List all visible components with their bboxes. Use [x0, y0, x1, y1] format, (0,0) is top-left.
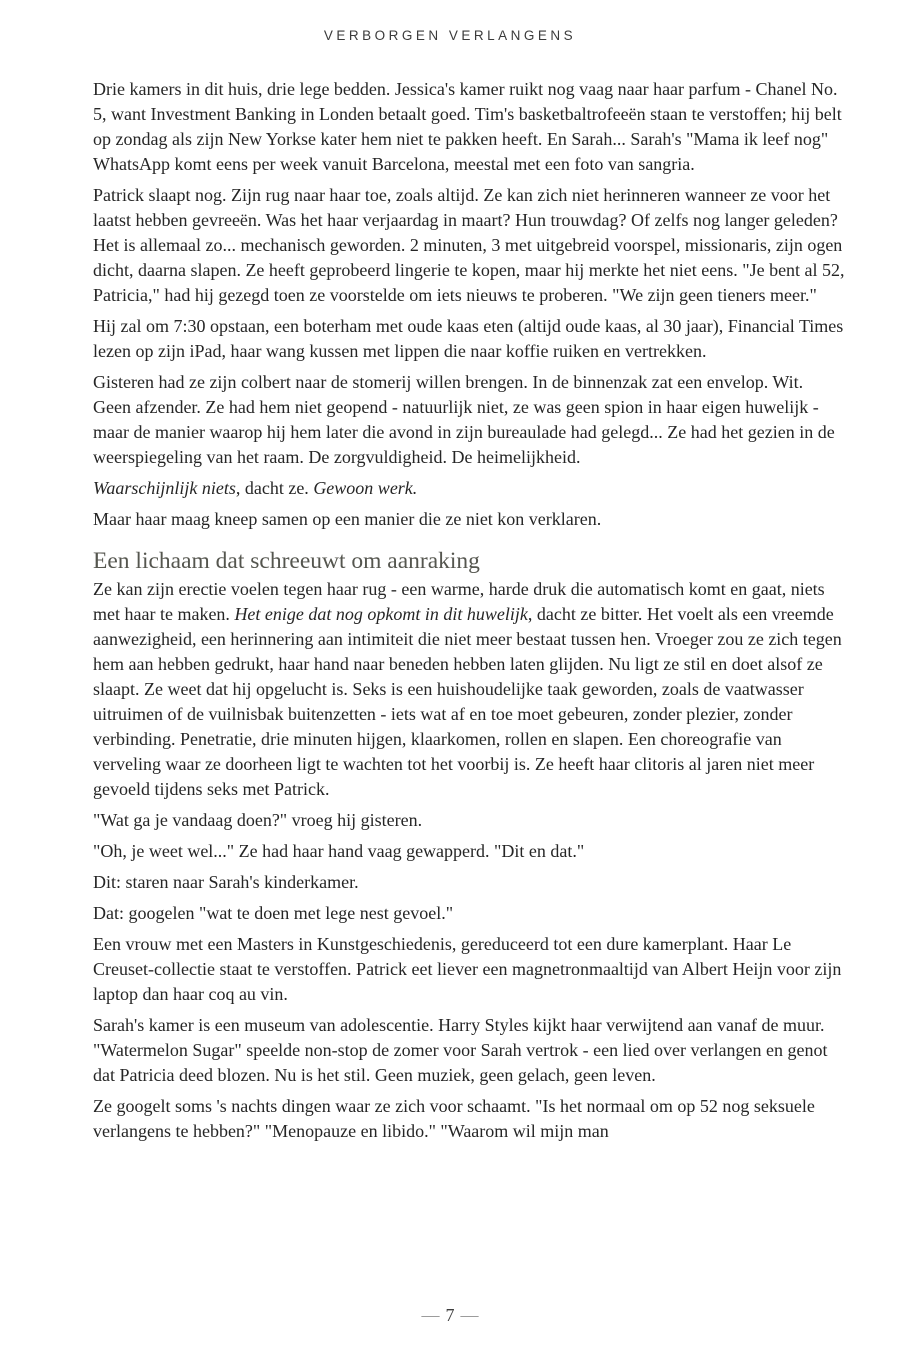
text-segment: Drie kamers in dit huis, drie lege bedden. Jessica's kamer ruikt nog vaag naar haar parfum - Chanel No. 5, want Investment Banking in Londen betaalt goed. Tim's basketbaltrofeeën staan te verstoffen; hij belt op zondag als zijn New Yorkse kater hem niet te pakken heeft. En Sarah... Sarah's "Mama ik leef nog" WhatsApp komt eens per week vanuit Barcelona, meestal met een foto van sangria.: [93, 79, 842, 174]
text-segment: Sarah's kamer is een museum van adolescentie. Harry Styles kijkt haar verwijtend aan vanaf de muur. "Watermelon Sugar" speelde non-stop de zomer voor Sarah vertrok - een lied over verlangen en genot dat Patricia deed blozen. Nu is het stil. Geen muziek, geen gelach, geen leven.: [93, 1015, 828, 1085]
paragraph: [93, 1094, 845, 1144]
paragraph: [93, 901, 845, 926]
chapter-title: VERBORGEN VERLANGENS: [323, 28, 577, 43]
paragraph: [93, 808, 845, 833]
paragraph: [93, 577, 845, 802]
paragraph: [93, 183, 845, 308]
italic-text: Gewoon werk.: [313, 478, 418, 498]
text-segment: Ze googelt soms 's nachts dingen waar ze zich voor schaamt. "Is het normaal om op 52 nog seksuele verlangens te hebben?" "Menopauze en libido." "Waarom wil mijn man: [93, 1096, 815, 1141]
page-number: 7: [445, 1305, 455, 1325]
text-segment: , dacht ze.: [235, 478, 314, 498]
paragraph: [93, 476, 845, 501]
text-segment: Patrick slaapt nog. Zijn rug naar haar toe, zoals altijd. Ze kan zich niet herinneren wanneer ze voor het laatst hebben gevreeën. Was het haar verjaardag in maart? Hun trouwdag? Of zelfs nog langer geleden? Het is allemaal zo... mechanisch geworden. 2 minuten, 3 met uitgebreid voorspel, missionaris, zijn ogen dicht, daarna slapen. Ze heeft geprobeerd lingerie te kopen, maar hij merkte het niet eens. "Je bent al 52, Patricia," had hij gezegd toen ze voorstelde om iets nieuws te proberen. "We zijn geen tieners meer.": [93, 185, 845, 305]
text-segment: Ze kan zijn erectie voelen tegen haar rug - een warme, harde druk die automatisch komt en gaat, niets met haar te maken.: [93, 579, 825, 624]
paragraph: [93, 77, 845, 177]
paragraph: [93, 507, 845, 532]
text-segment: "Wat ga je vandaag doen?" vroeg hij gisteren.: [93, 810, 423, 830]
paragraph: [93, 370, 845, 470]
footer-dash-left: —: [421, 1305, 440, 1325]
text-segment: Maar haar maag kneep samen op een manier die ze niet kon verklaren.: [93, 509, 602, 529]
paragraph: [93, 870, 845, 895]
paragraph: [93, 839, 845, 864]
paragraph: [93, 932, 845, 1007]
page-body: [93, 77, 845, 1144]
text-segment: Dat: googelen "wat te doen met lege nest gevoel.": [93, 903, 454, 923]
text-segment: "Oh, je weet wel..." Ze had haar hand vaag gewapperd. "Dit en dat.": [93, 841, 585, 861]
footer-dash-right: —: [460, 1305, 479, 1325]
page-footer: [0, 1305, 900, 1326]
text-segment: , dacht ze bitter. Het voelt als een vreemde aanwezigheid, een herinnering aan intimiteit die niet meer bestaat tussen hen. Vroeger zou ze zich tegen hem aan hebben gedrukt, haar hand naar beneden hebben laten glijden. Nu ligt ze stil en doet alsof ze slaapt. Ze weet dat hij opgelucht is. Seks is een huishoudelijke taak geworden, zoals de vaatwasser uitruimen of de vuilnisbak buitenzetten - iets wat af en toe moet gebeuren, zonder plezier, zonder verbinding. Penetratie, drie minuten hijgen, klaarkomen, rollen en slapen. Een choreografie van verveling waar ze doorheen ligt te wachten tot het voorbij is. Ze heeft haar clitoris al jaren niet meer gevoeld tijdens seks met Patrick.: [93, 604, 842, 799]
section-heading: [93, 546, 845, 576]
text-segment: Hij zal om 7:30 opstaan, een boterham met oude kaas eten (altijd oude kaas, al 30 jaar), Financial Times lezen op zijn iPad, haar wang kussen met lippen die naar koffie ruiken en vertrekken.: [93, 316, 844, 361]
paragraph: [93, 1013, 845, 1088]
text-segment: Een vrouw met een Masters in Kunstgeschiedenis, gereduceerd tot een dure kamerplant. Haar Le Creuset-collectie staat te verstoffen. Patrick eet liever een magnetronmaaltijd van Albert Heijn voor zijn laptop dan haar coq au vin.: [93, 934, 842, 1004]
running-header: [0, 0, 900, 45]
italic-text: Het enige dat nog opkomt in dit huwelijk: [234, 604, 528, 624]
text-segment: Een lichaam dat schreeuwt om aanraking: [93, 548, 480, 574]
text-segment: Gisteren had ze zijn colbert naar de stomerij willen brengen. In de binnenzak zat een envelop. Wit. Geen afzender. Ze had hem niet geopend - natuurlijk niet, ze was geen spion in haar eigen huwelijk - maar de manier waarop hij hem later die avond in zijn bureaulade had gelegd... Ze had het gezien in de weerspiegeling van het raam. De zorgvuldigheid. De heimelijkheid.: [93, 372, 835, 467]
text-segment: Dit: staren naar Sarah's kinderkamer.: [93, 872, 359, 892]
paragraph: [93, 314, 845, 364]
italic-text: Waarschijnlijk niets: [93, 478, 236, 498]
